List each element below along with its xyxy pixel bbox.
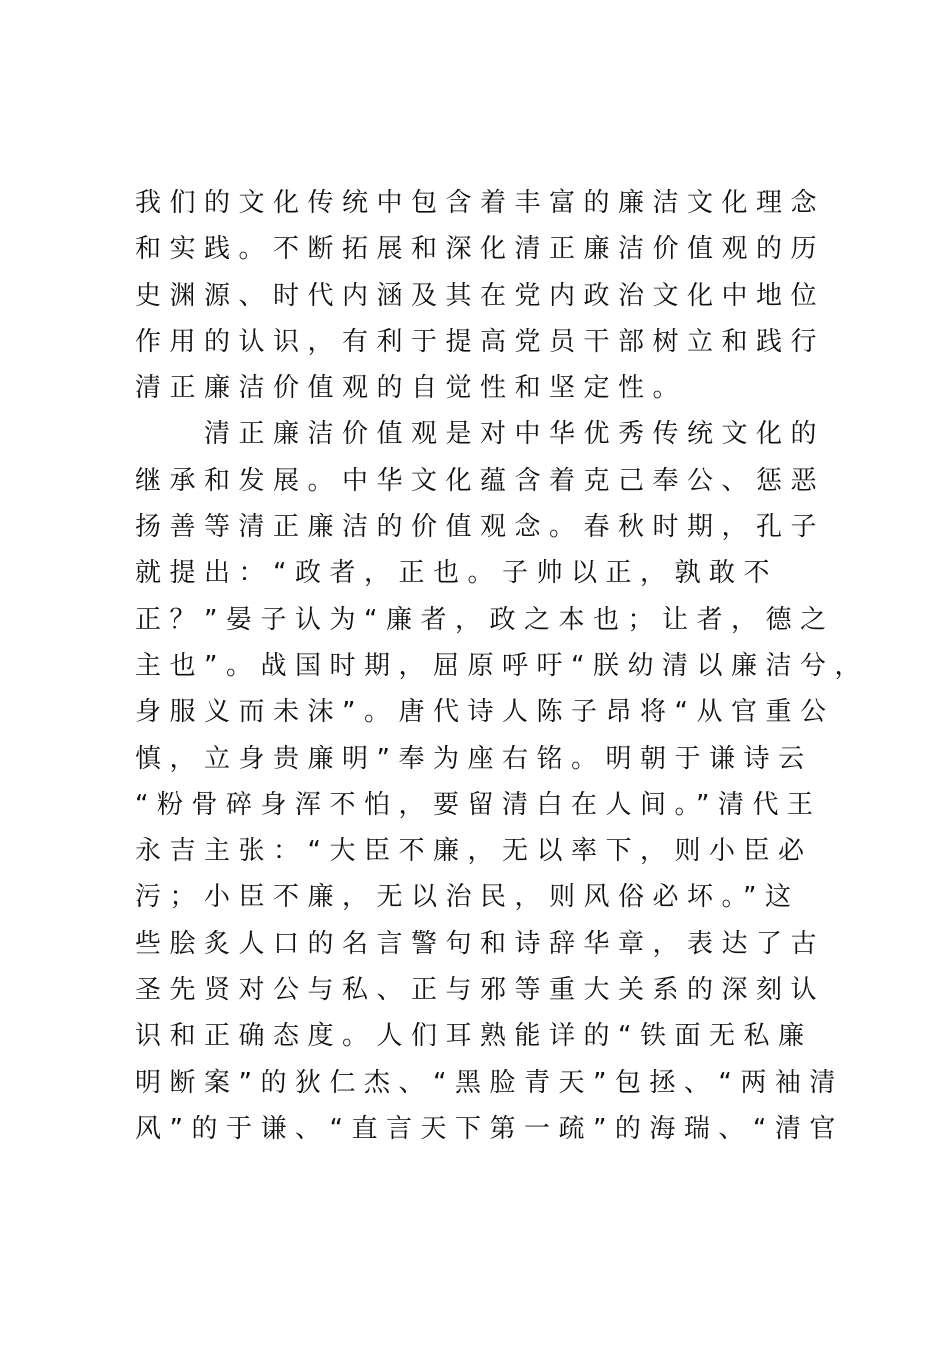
text-line: 慎，立身贵廉明”奉为座右铭。明朝于谦诗云 [135,743,813,774]
text-line: 清正廉洁价值观是对中华优秀传统文化的 [135,419,826,450]
text-line: 清正廉洁价值观的自觉性和坚定性。 [135,373,688,404]
text-line: 识和正确态度。人们耳熟能详的“铁面无私廉 [135,1021,813,1052]
text-line: 圣先贤对公与私、正与邪等重大关系的深刻认 [135,975,826,1006]
text-line: 污；小臣不廉，无以治民，则风俗必坏。”这 [135,882,800,913]
text-line: 就提出：“政者，正也。子帅以正，孰敢不 [135,558,778,589]
text-line: 作用的认识，有利于提高党员干部树立和践行 [135,326,826,357]
text-line: 风”的于谦、“直言天下第一疏”的海瑞、“清官 [135,1113,844,1144]
text-line: 正？”晏子认为“廉者，政之本也；让者，德之 [135,604,835,635]
text-line: “粉骨碎身浑不怕，要留清白在人间。”清代王 [135,789,822,820]
text-line: 史渊源、时代内涵及其在党内政治文化中地位 [135,280,826,311]
text-line: 继承和发展。中华文化蕴含着克己奉公、惩恶 [135,465,826,496]
text-line: 些脍炙人口的名言警句和诗辞华章，表达了古 [135,928,826,959]
body-text [135,180,869,1152]
text-line: 我们的文化传统中包含着丰富的廉洁文化理念 [135,188,826,218]
text-line: 主也”。战国时期，屈原呼吁“朕幼清以廉洁兮， [135,650,869,681]
text-line: 扬善等清正廉洁的价值观念。春秋时期，孔子 [135,512,826,543]
text-line: 身服义而未沫”。唐代诗人陈子昂将“从官重公 [135,697,835,728]
text-line: 明断案”的狄仁杰、“黑脸青天”包拯、“两袖清 [135,1067,844,1098]
text-line: 永吉主张：“大臣不廉，无以率下，则小臣必 [135,836,813,867]
text-line: 和实践。不断拓展和深化清正廉洁价值观的历 [135,234,826,265]
